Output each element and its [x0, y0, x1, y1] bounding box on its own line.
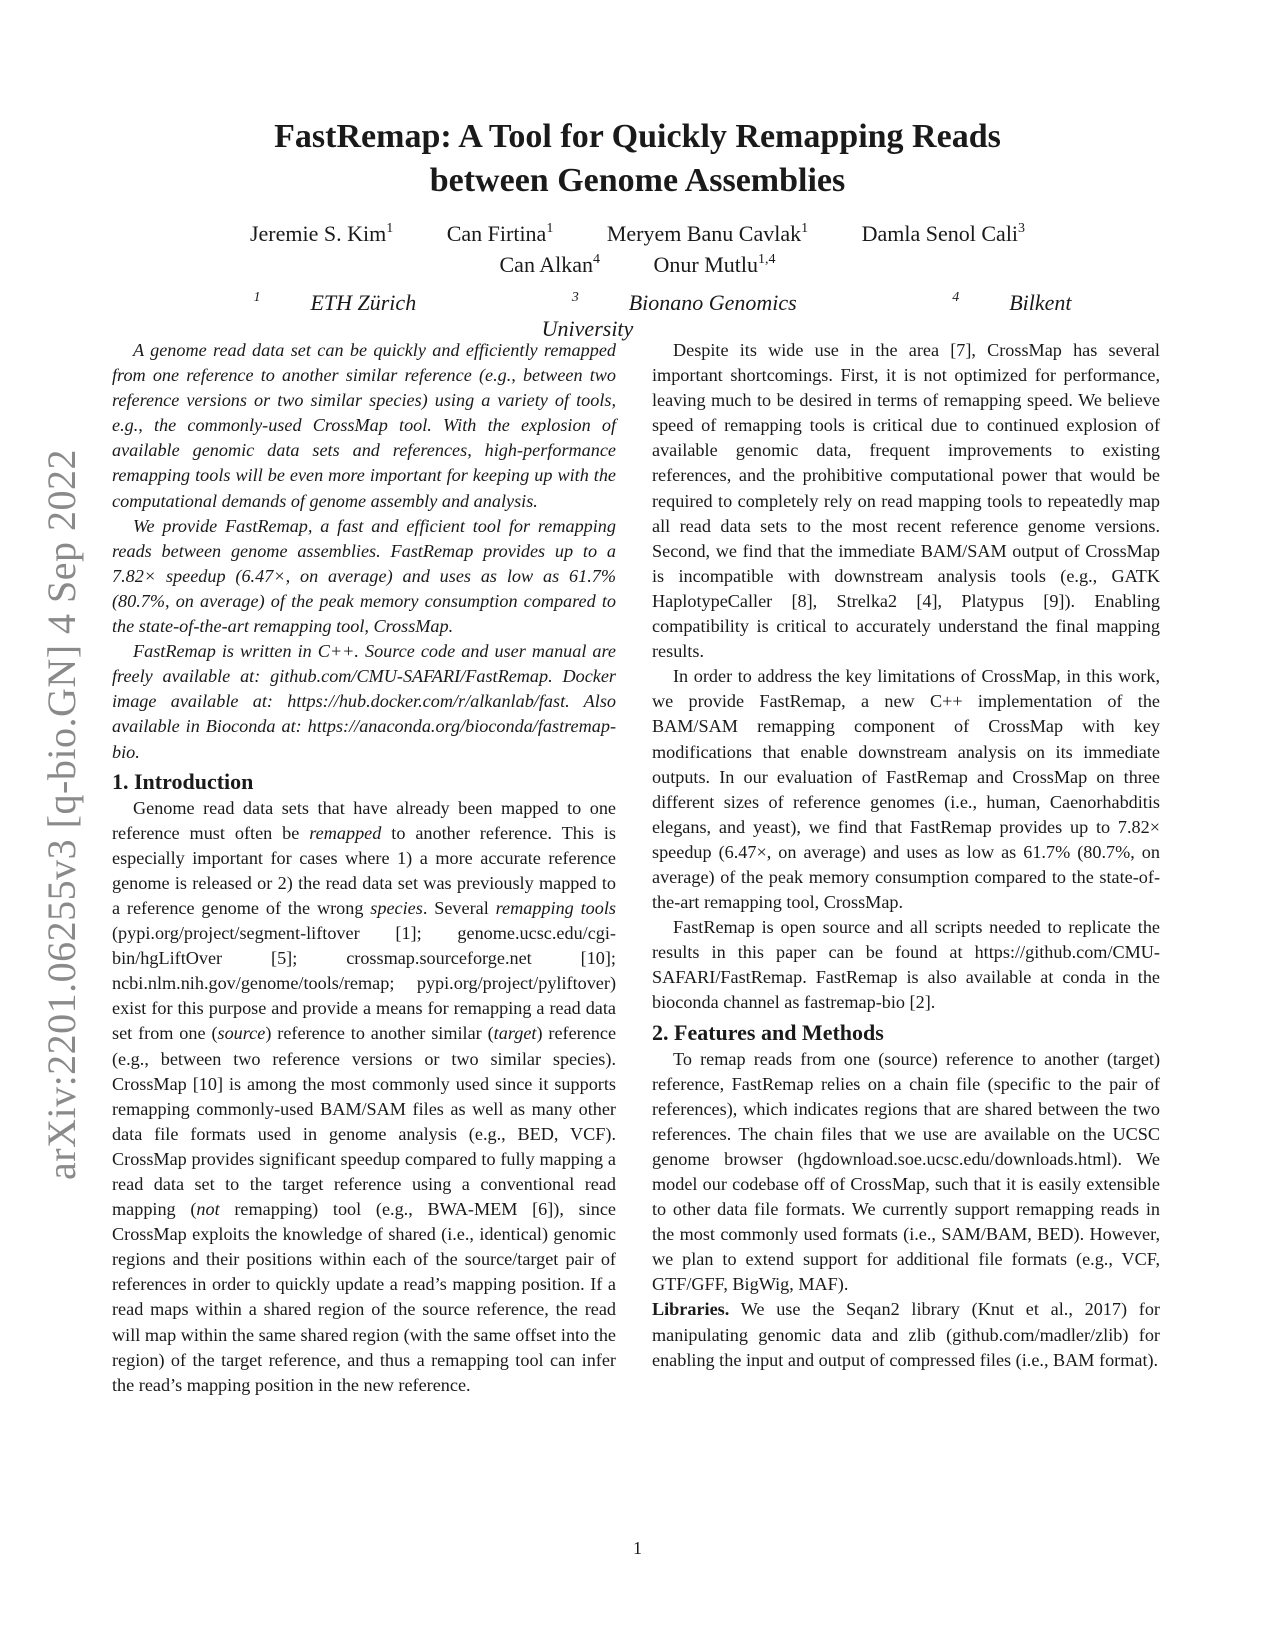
author-line-2: [140, 249, 1135, 280]
body-paragraph: Despite its wide use in the area [7], CrossMap has several important shortcomings. First, it is not optimized for performance, leaving much to be desired in terms of remapping speed. We believe speed of remapping tools is critical due to continued explosion of available genomic data, frequent improvements to existing references, and the prohibitive computational power that would be required to completely rely on read mapping tools to repeatedly map all read data sets to the most recent reference genome versions. Second, we find that the immediate BAM/SAM output of CrossMap is incompatible with downstream analysis tools (e.g., GATK HaplotypeCaller [8], Strelka2 [4], Platypus [9]). Enabling compatibility is critical to accurately understand the final mapping results.: [652, 340, 1160, 662]
abstract-paragraph: We provide FastRemap, a fast and efficient tool for remapping reads between genome assemblies. FastRemap provides up to a 7.82× speedup (6.47×, on average) and uses as low as 61.7% (80.7%, on average) of the peak memory consumption compared to the state-of-the-art remapping tool, CrossMap.: [112, 515, 616, 637]
author: Can Alkan$^4$: [499, 252, 600, 277]
section-heading-introduction: 1. Introduction: [112, 768, 254, 794]
left-column: [112, 338, 616, 1398]
author: Jeremie S. Kim$^1$: [249, 221, 394, 246]
abstract-paragraph: FastRemap is written in C++. Source code and user manual are freely available at: github.com/CMU-SAFARI/FastRemap. Docker image available at: https://hub.docker.com/r/alkanlab/fast. Also available in Bioconda at: https://anaconda.org/bioconda/fastremap-bio.: [112, 641, 616, 762]
body-paragraph: To remap reads from one (source) reference to another (target) reference, FastRemap relies on a chain file (specific to the pair of references), which indicates regions that are shared between the two references. The chain files that we use are available on the UCSC genome browser (hgdownload.soe.ucsc.edu/downloads.html). We model our codebase off of CrossMap, such that it is easily extensible to other data file formats. We currently support remapping reads in the most commonly used formats (i.e., SAM/BAM, BED). However, we plan to extend support for additional file formats (e.g., VCF, GTF/GFF, BigWig, MAF).: [652, 1048, 1160, 1295]
author: Onur Mutlu$^{1,4}$: [653, 252, 776, 277]
author: Can Firtina$^1$: [446, 221, 554, 246]
abstract-paragraph: A genome read data set can be quickly and efficiently remapped from one reference to another similar reference (e.g., between two reference versions or two similar species) using a variety of tools, e.g., the commonly-used CrossMap tool. With the explosion of available genomic data sets and references, high-performance remapping tools will be even more important for keeping up with the computational demands of genome assembly and analysis.: [112, 340, 616, 511]
affiliation: $^3$ Bionano Genomics: [571, 290, 797, 315]
body-paragraph: In order to address the key limitations of CrossMap, in this work, we provide FastRemap, a new C++ implementation of the BAM/SAM remapping component of CrossMap with key modifications that enable downstream analysis on its immediate outputs. In our evaluation of FastRemap and CrossMap on three different sizes of reference genomes (i.e., human, Caenorhabditis elegans, and yeast), we find that FastRemap provides up to 7.82× speedup (6.47×, on average) and uses as low as 61.7% (80.7%, on average) of the peak memory consumption compared to the state-of-the-art remapping tool, CrossMap.: [652, 666, 1160, 913]
right-column: [652, 338, 1160, 1373]
libraries-paragraph: Libraries. We use the Seqan2 library (Knut et al., 2017) for manipulating genomic data and zlib (github.com/madler/zlib) for enabling the input and output of compressed files (i.e., BAM format).: [652, 1299, 1160, 1370]
libraries-label: Libraries.: [652, 1299, 730, 1320]
affiliation: $^4$ Bilkent University: [541, 290, 1072, 341]
arxiv-stamp: arXiv:2201.06255v3 [q-bio.GN] 4 Sep 2022: [39, 448, 84, 1180]
author-line-1: [140, 218, 1135, 249]
section-heading-features: 2. Features and Methods: [652, 1019, 884, 1045]
body-paragraph: FastRemap is open source and all scripts needed to replicate the results in this paper can be found at https://github.com/CMU-SAFARI/FastRemap. FastRemap is also available at conda in the bioconda channel as fastremap-bio [2].: [652, 917, 1160, 1013]
affiliation: $^1$ ETH Zürich: [253, 290, 417, 315]
author: Damla Senol Cali$^3$: [861, 221, 1026, 246]
title-line-1: FastRemap: A Tool for Quickly Remapping Reads: [274, 118, 1001, 155]
author: Meryem Banu Cavlak$^1$: [606, 221, 809, 246]
intro-paragraph: Genome read data sets that have already been mapped to one reference must often be remapped to another reference. This is especially important for cases where 1) a more accurate reference genome is released or 2) the read data set was previously mapped to a reference genome of the wrong species. Several remapping tools (pypi.org/project/segment-liftover [1]; genome.ucsc.edu/cgi-bin/hgLiftOver [5]; crossmap.sourceforge.net [10]; ncbi.nlm.nih.gov/genome/tools/remap; pypi.org/project/pyliftover) exist for this purpose and provide a means for remapping a read data set from one (source) reference to another similar (target) reference (e.g., between two reference versions or two similar species). CrossMap [10] is among the most commonly used since it supports remapping commonly-used BAM/SAM files as well as many other data file formats used in genome analysis (e.g., BED, VCF). CrossMap provides significant speedup compared to fully mapping a read data set to the target reference using a conventional read mapping (not remapping) tool (e.g., BWA-MEM [6]), since CrossMap exploits the knowledge of shared (i.e., identical) genomic regions and their positions within each of the source/target pair of references in order to quickly update a read’s mapping position. If a read maps within a shared region of the source reference, the read will map within the same shared region (with the same offset into the region) of the target reference, and thus a remapping tool can infer the read’s mapping position in the new reference.: [112, 797, 617, 1395]
title-line-2: between Genome Assemblies: [429, 162, 846, 199]
page-number: 1: [633, 1538, 642, 1558]
affiliations: [140, 290, 1135, 342]
paper-title: [140, 115, 1135, 203]
author-list: [140, 218, 1135, 280]
